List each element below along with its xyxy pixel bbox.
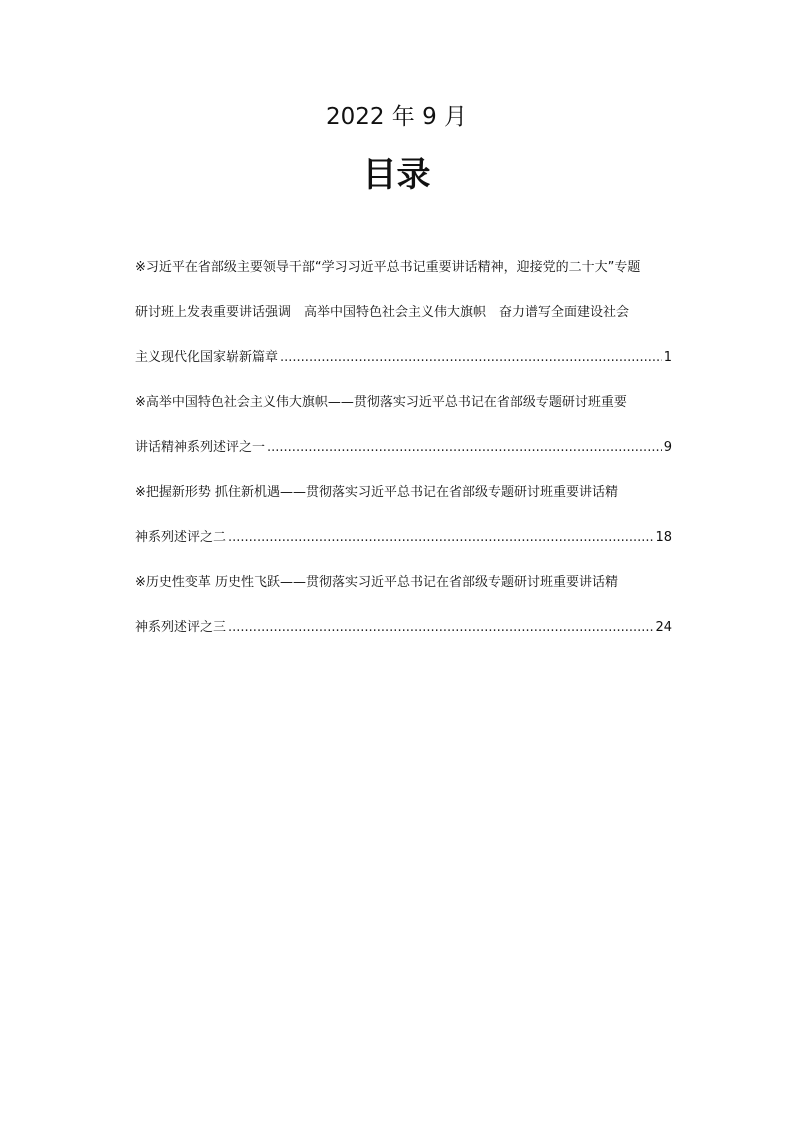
toc-entry-last-line: [135, 618, 672, 637]
toc-leader-dots: [228, 528, 653, 547]
toc-leader-dots: [228, 618, 653, 637]
toc-page-number: 9: [663, 440, 672, 455]
toc-entry-line: ※历史性变革 历史性飞跃——贯彻落实习近平总书记在省部级专题研讨班重要讲话精: [135, 575, 619, 590]
toc-entry-line: ※把握新形势 抓住新机遇——贯彻落实习近平总书记在省部级专题研讨班重要讲话精: [135, 485, 619, 500]
table-of-contents: [135, 258, 672, 663]
toc-entry-line: 神系列述评之二: [135, 530, 227, 545]
toc-entry-last-line: [135, 348, 672, 367]
toc-leader-dots: [267, 438, 662, 457]
toc-entry-last-line: [135, 528, 672, 547]
toc-entry-line: ※习近平在省部级主要领导干部“学习习近平总书记重要讲话精神，迎接党的二十大”专题: [135, 260, 641, 275]
document-date: 2022 年 9 月: [325, 104, 468, 130]
toc-entry-line: 神系列述评之三: [135, 620, 227, 635]
toc-leader-dots: [280, 348, 662, 367]
toc-entry-1[interactable]: [135, 258, 672, 367]
toc-entry-last-line: [135, 438, 672, 457]
toc-entry-4[interactable]: [135, 573, 672, 637]
toc-entry-line: 讲话精神系列述评之一: [135, 440, 266, 455]
toc-title: 目录: [362, 155, 431, 195]
toc-entry-2[interactable]: [135, 393, 672, 457]
toc-page-number: 24: [655, 620, 672, 635]
toc-entry-3[interactable]: [135, 483, 672, 547]
toc-page-number: 1: [663, 350, 672, 365]
toc-entry-line: 研讨班上发表重要讲话强调 高举中国特色社会主义伟大旗帜 奋力谱写全面建设社会: [135, 305, 630, 320]
toc-page-number: 18: [655, 530, 672, 545]
toc-entry-line: 主义现代化国家崭新篇章: [135, 350, 279, 365]
toc-entry-line: ※高举中国特色社会主义伟大旗帜——贯彻落实习近平总书记在省部级专题研讨班重要: [135, 395, 627, 410]
